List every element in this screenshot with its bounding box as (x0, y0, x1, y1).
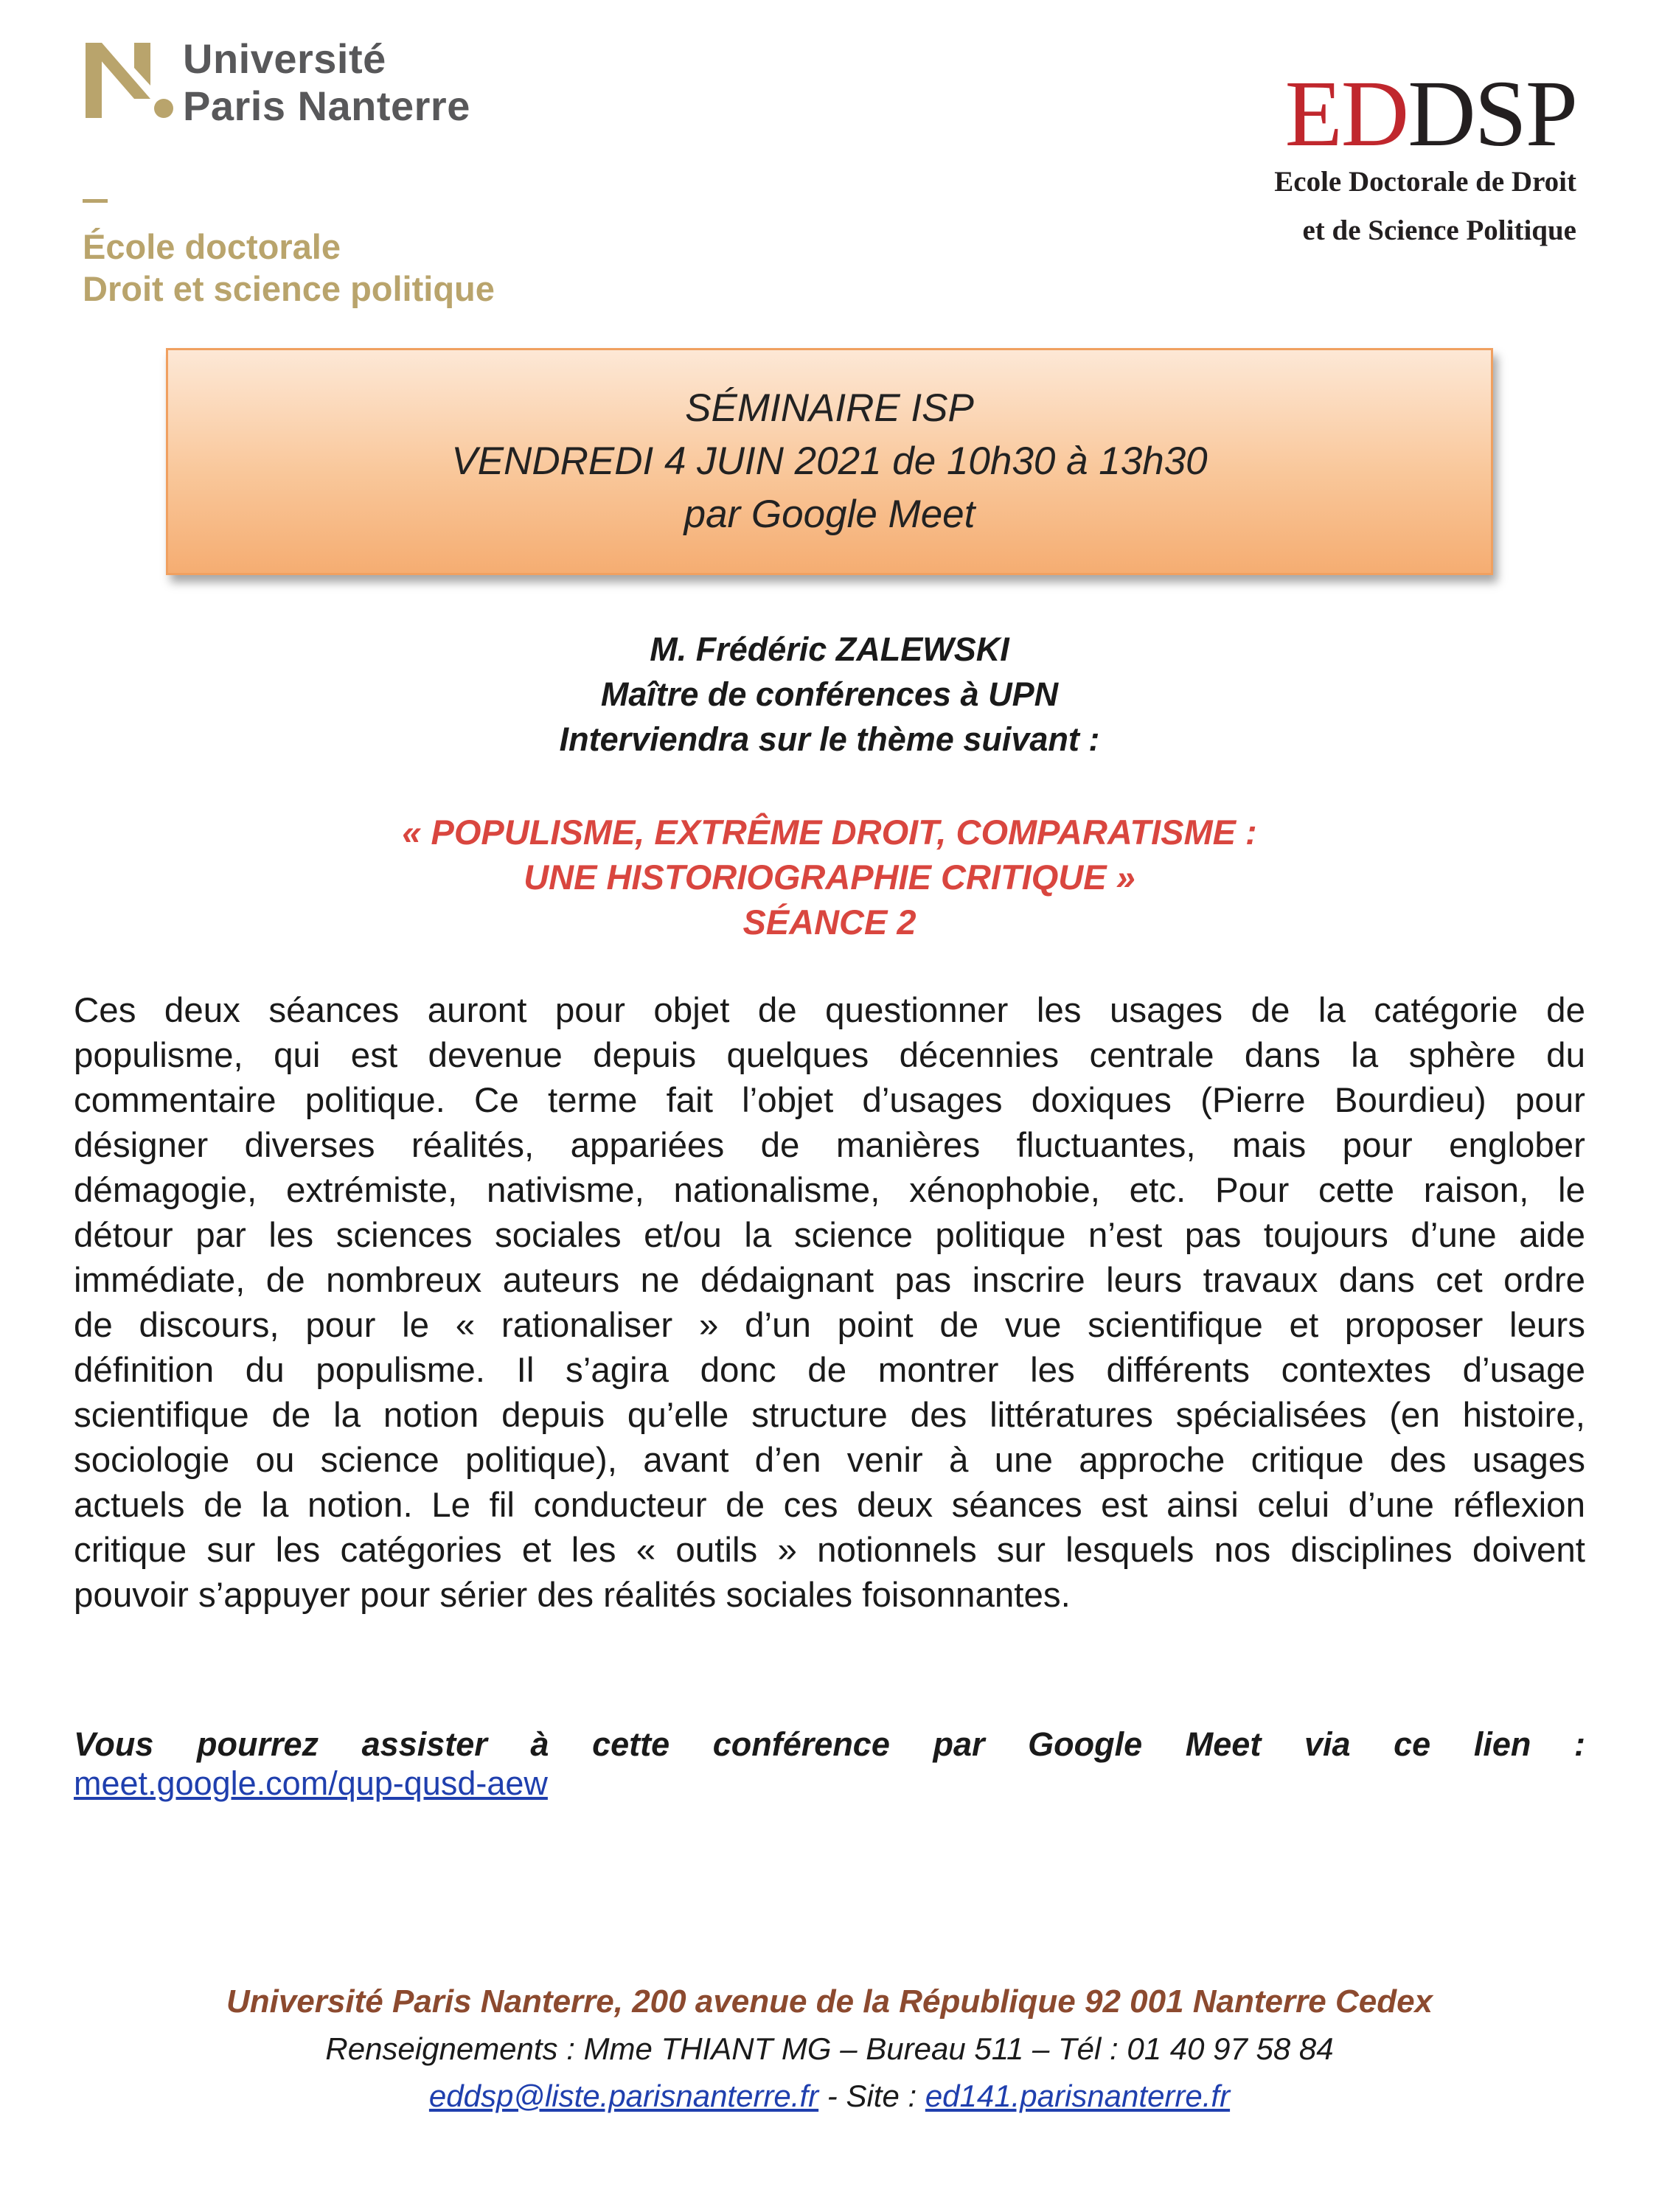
meet-section (74, 1724, 1585, 1802)
theme-line: « POPULISME, EXTRÊME DROIT, COMPARATISME : (402, 813, 1257, 852)
paragraph-line: scientifique de la notion depuis qu’elle structure des littératures spécialisées (en histoire, (74, 1396, 1585, 1435)
upn-logo (83, 35, 540, 308)
paragraph-line: désigner diverses réalités, appariées de manières fluctuantes, mais pour englober (74, 1126, 1585, 1165)
speaker-block (0, 627, 1659, 762)
eddsp-acronym: EDDSP (1284, 61, 1576, 166)
theme-line: UNE HISTORIOGRAPHIE CRITIQUE » (524, 858, 1135, 897)
paragraph-line: actuels de la notion. Le fil conducteur de ces deux séances est ainsi celui d’une réflexion (74, 1486, 1585, 1525)
speaker-intro: Interviendra sur le thème suivant : (559, 720, 1100, 758)
paragraph-line: pouvoir s’appuyer pour sérier des réalités sociales foisonnantes. (74, 1576, 1071, 1615)
banner-title: SÉMINAIRE ISP (685, 386, 974, 430)
footer-links (0, 2073, 1659, 2120)
upn-divider (83, 199, 108, 203)
speaker-role: Maître de conférences à UPN (600, 675, 1059, 713)
banner-date: VENDREDI 4 JUIN 2021 de 10h30 à 13h30 (451, 439, 1208, 483)
doctoral-school-name: École doctorale Droit et science politique (83, 227, 495, 308)
session-number: SÉANCE 2 (742, 902, 917, 942)
paragraph-line: critique sur les catégories et les « outils » notionnels sur lesquels nos disciplines doivent (74, 1531, 1585, 1570)
paragraph-line: définition du populisme. Il s’agira donc de montrer les différents contextes d’usage (74, 1351, 1585, 1390)
site-link[interactable]: ed141.parisnanterre.fr (925, 2079, 1231, 2113)
footer-address: Université Paris Nanterre, 200 avenue de la République 92 001 Nanterre Cedex (226, 1983, 1433, 2020)
paragraph-line: commentaire politique. Ce terme fait l’objet d’usages doxiques (Pierre Bourdieu) pour (74, 1081, 1585, 1120)
seminar-banner (166, 348, 1493, 575)
speaker-name: M. Frédéric ZALEWSKI (650, 630, 1009, 668)
university-name: Université Paris Nanterre (183, 35, 470, 129)
paragraph-line: démagogie, extrémiste, nativisme, nationalisme, xénophobie, etc. Pour cette raison, le (74, 1171, 1585, 1210)
description-paragraph (74, 988, 1585, 1618)
site-separator: - Site : (818, 2079, 925, 2113)
meet-instructions: Vous pourrez assister à cette conférence par Google Meet via ce lien : (74, 1725, 1585, 1763)
paragraph-line: Ces deux séances auront pour objet de questionner les usages de la catégorie de (74, 991, 1585, 1030)
paragraph-line: détour par les sciences sociales et/ou la science politique n’est pas toujours d’une aide (74, 1216, 1585, 1255)
paragraph-line: immédiate, de nombreux auteurs ne dédaignant pas inscrire leurs travaux dans cet ordre (74, 1261, 1585, 1300)
paragraph-line: populisme, qui est devenue depuis quelques décennies centrale dans la sphère du (74, 1036, 1585, 1075)
paragraph-line: sociologie ou science politique), avant d’en venir à une approche critique des usages (74, 1441, 1585, 1480)
paragraph-line: de discours, pour le « rationaliser » d’un point de vue scientifique et proposer leurs (74, 1306, 1585, 1345)
banner-venue: par Google Meet (684, 493, 975, 536)
footer-contact: Renseignements : Mme THIANT MG – Bureau 511 – Tél : 01 40 97 58 84 (325, 2031, 1334, 2066)
theme-title (0, 810, 1659, 945)
meet-link[interactable]: meet.google.com/qup-qusd-aew (74, 1764, 548, 1802)
email-link[interactable]: eddsp@liste.parisnanterre.fr (428, 2079, 819, 2113)
eddsp-subtitle: Ecole Doctorale de Droit et de Science Politique (1274, 166, 1576, 246)
eddsp-logo (1164, 61, 1576, 255)
upn-dot-icon (153, 97, 175, 119)
